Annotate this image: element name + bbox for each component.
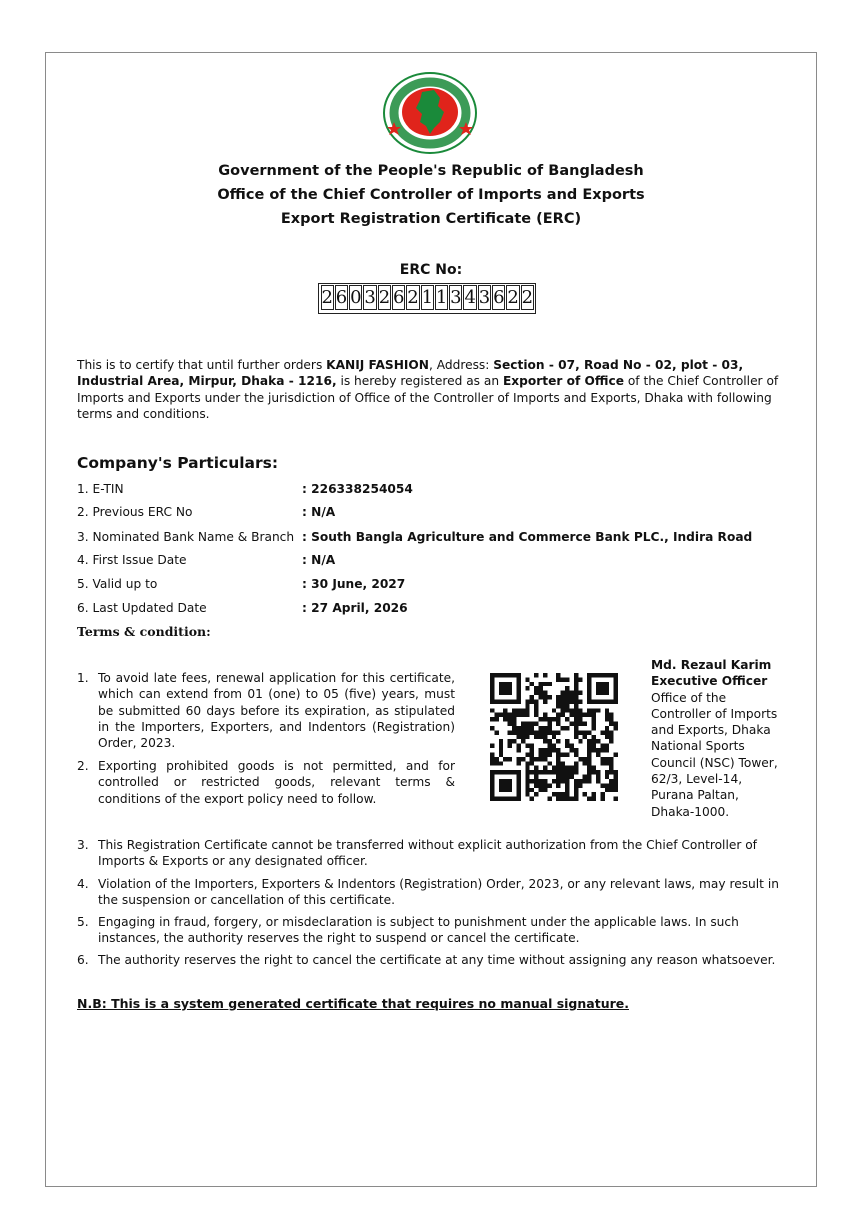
erc-digit: 3	[364, 287, 376, 308]
erc-label: ERC No:	[399, 262, 463, 278]
officer-address: Office of the Controller of Imports and Exports, Dhaka National Sports Council (NSC) Tower, 62/3, Level-14, Purana Paltan, Dhaka-1000.	[651, 690, 778, 819]
government-seal-icon	[382, 72, 478, 154]
officer-designation: Executive Officer	[651, 674, 768, 689]
header-government: Government of the People's Republic of Bangladesh	[218, 163, 644, 179]
term-item: 4. Violation of the Importers, Exporters & Indentors (Registration) Order, 2023, or any relevant laws, may result in the suspension or cancellation of this certificate.	[77, 877, 779, 908]
certify-paragraph: This is to certify that until further orders KANIJ FASHION, Address: Section - 07, Road No - 02, plot - 03, Industrial Area, Mirpur, Dhaka - 1216, is hereby registered as an Exporter of Office of the Chief Controller of Imports and Exports under the jurisdiction of Office of the Controller of Imports and Exports, Dhaka with following terms and conditions.	[77, 358, 779, 421]
erc-digit: 2	[321, 287, 333, 308]
erc-digit: 6	[335, 287, 348, 308]
officer-block	[651, 657, 811, 820]
erc-digit: 6	[392, 287, 405, 308]
officer-name: Md. Rezaul Karim	[651, 658, 772, 672]
term-item: 5. Engaging in fraud, forgery, or misdeclaration is subject to punishment under the applicable laws. In such instances, the authority reserves the right to suspend or cancel the certificate.	[77, 915, 739, 946]
erc-digit: 6	[493, 287, 505, 308]
registration-role: Exporter of Office	[502, 374, 624, 389]
company-address: Section - 07, Road No - 02, plot - 03, Industrial Area, Mirpur, Dhaka - 1216,	[77, 358, 744, 389]
particulars-title: Company's Particulars:	[77, 454, 279, 472]
erc-digit: 2	[378, 287, 391, 308]
term-item: 1. To avoid late fees, renewal application for this certificate, which can extend from 01 (one) to 05 (five) years, must be submitted 60 days before its expiration, as stipulated in the Importers, Exporters, and Indentors (Registration) Order, 2023.	[77, 671, 455, 751]
header-certificate-title: Export Registration Certificate (ERC)	[280, 211, 582, 227]
qr-code-icon	[490, 673, 618, 801]
erc-digit: 1	[435, 287, 448, 308]
erc-digit: 4	[464, 287, 476, 308]
erc-digit: 2	[507, 287, 519, 308]
erc-number	[318, 283, 536, 314]
term-item: 2. Exporting prohibited goods is not permitted, and for controlled or restricted goods, relevant terms & conditions of the export policy need to follow.	[77, 759, 455, 806]
company-name: KANIJ FASHION	[326, 358, 429, 372]
erc-digit: 2	[407, 287, 419, 308]
system-generated-note: N.B: This is a system generated certificate that requires no manual signature.	[77, 996, 629, 1011]
term-item: 6. The authority reserves the right to cancel the certificate at any time without assigning any reason whatsoever.	[77, 953, 776, 967]
term-item: 3. This Registration Certificate cannot be transferred without explicit authorization from the Chief Controller of Imports & Exports or any designated officer.	[77, 838, 757, 869]
header-office: Office of the Chief Controller of Imports and Exports	[217, 187, 645, 203]
erc-digit: 3	[478, 287, 491, 308]
erc-digit: 0	[350, 287, 362, 308]
terms-title: Terms & condition:	[77, 624, 211, 639]
erc-digit: 3	[450, 287, 462, 308]
erc-digit: 1	[421, 287, 434, 308]
erc-digit: 2	[521, 287, 534, 308]
